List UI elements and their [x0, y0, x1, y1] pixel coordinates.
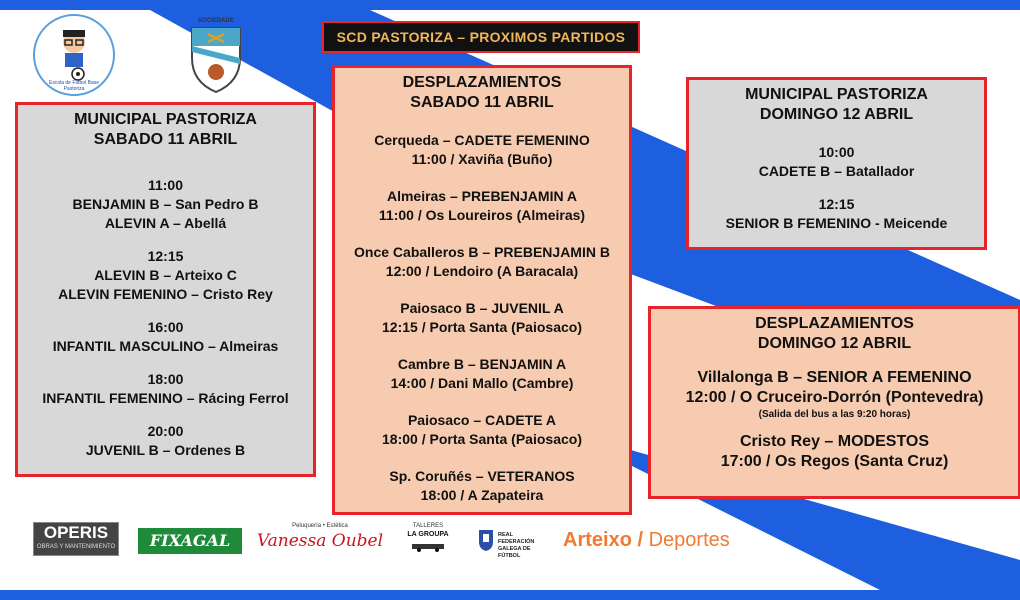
- bus-note: (Salida del bus a las 9:20 horas): [758, 409, 911, 420]
- vanessa-top-text: Peluquería • Estética: [292, 523, 348, 529]
- match-time: 18:00: [147, 371, 184, 387]
- match-line: BENJAMIN B – San Pedro B: [72, 196, 259, 212]
- desplazamientos-domingo-panel: [648, 306, 1020, 499]
- match-line: JUVENIL B – Ordenes B: [85, 442, 246, 458]
- schedule-group: [18, 247, 313, 304]
- match-line: CADETE B – Batallador: [758, 163, 915, 179]
- groupa-top-text: TALLERES: [412, 523, 444, 529]
- desplazamientos-domingo-date: DOMINGO 12 ABRIL: [757, 335, 912, 352]
- deportes-text: Deportes: [648, 529, 730, 551]
- club-crest-top-text: SOCIEDADE: [198, 18, 234, 24]
- arteixo-text: Arteixo: [563, 529, 632, 551]
- match-line: Villalonga B – SENIOR A FEMENINO: [697, 369, 972, 386]
- match-detail: 14:00 / Dani Mallo (Cambre): [390, 375, 574, 391]
- away-match: [335, 467, 629, 505]
- away-match: [335, 299, 629, 337]
- vanessa-logo-text: Vanessa Oubel: [256, 531, 384, 551]
- match-line: Cerqueda – CADETE FEMENINO: [374, 132, 590, 148]
- match-line: Cambre B – BENJAMIN A: [397, 356, 567, 372]
- escola-logo-text: Escola de Fútbol Base Pastoriza: [48, 80, 100, 92]
- match-line: Sp. Coruñés – VETERANOS: [389, 468, 575, 484]
- desplazamientos-sabado-panel: [332, 65, 632, 515]
- sponsor-la-groupa: [405, 522, 451, 556]
- match-line: Paiosaco B – JUVENIL A: [400, 300, 564, 316]
- municipal-domingo-panel: [686, 77, 987, 250]
- operis-logo-text: OPERIS: [43, 523, 109, 542]
- page-title: SCD PASTORIZA – PROXIMOS PARTIDOS: [322, 21, 640, 53]
- away-match: [335, 187, 629, 225]
- arteixo-slash: /: [637, 529, 644, 551]
- match-detail: 18:00 / A Zapateira: [420, 487, 544, 503]
- match-line: ALEVIN FEMENINO – Cristo Rey: [58, 286, 273, 302]
- match-line: Cristo Rey – MODESTOS: [739, 433, 930, 450]
- match-line: ALEVIN A – Abellá: [104, 215, 227, 231]
- sponsor-rfgf: [478, 522, 550, 559]
- sponsor-fixagal: [138, 528, 242, 554]
- sponsor-operis: [33, 522, 119, 556]
- match-detail: 11:00 / Xaviña (Buño): [411, 151, 553, 167]
- match-line: INFANTIL MASCULINO – Almeiras: [52, 338, 279, 354]
- schedule-group: [18, 370, 313, 408]
- desplazamientos-domingo-heading: DESPLAZAMIENTOS: [755, 315, 914, 332]
- match-line: Paiosaco – CADETE A: [407, 412, 557, 428]
- municipal-sabado-heading: MUNICIPAL PASTORIZA: [74, 111, 257, 128]
- match-line: SENIOR B FEMENINO - Meicende: [725, 215, 948, 231]
- away-match: [335, 355, 629, 393]
- schedule-group: [18, 176, 313, 233]
- groupa-logo-text: LA GROUPA: [407, 531, 449, 538]
- match-time: 16:00: [147, 319, 184, 335]
- match-time: 12:15: [818, 196, 855, 212]
- match-line: ALEVIN B – Arteixo C: [94, 267, 237, 283]
- schedule-group: [18, 422, 313, 460]
- desplazamientos-sabado-date: SABADO 11 ABRIL: [410, 94, 554, 111]
- municipal-domingo-heading: MUNICIPAL PASTORIZA: [745, 86, 928, 103]
- rfgf-logo-text: REAL FEDERACIÓN GALEGA DE FÚTBOL: [498, 532, 535, 559]
- escola-logo: [33, 14, 115, 96]
- municipal-sabado-date: SABADO 11 ABRIL: [93, 131, 238, 148]
- sponsor-vanessa: [256, 522, 384, 556]
- match-detail: 11:00 / Os Loureiros (Almeiras): [378, 207, 586, 223]
- shield-icon: [186, 24, 246, 94]
- away-match: [335, 411, 629, 449]
- sponsor-arteixo: [563, 528, 730, 562]
- match-detail: 12:00 / Lendoiro (A Baracala): [385, 263, 579, 279]
- municipal-domingo-date: DOMINGO 12 ABRIL: [759, 106, 914, 123]
- away-match: [335, 243, 629, 281]
- match-detail: 17:00 / Os Regos (Santa Cruz): [720, 453, 949, 470]
- away-match: [335, 131, 629, 169]
- match-line: Almeiras – PREBENJAMIN A: [386, 188, 578, 204]
- match-detail: 12:00 / O Cruceiro-Dorrón (Pontevedra): [685, 389, 984, 406]
- car-icon: [408, 540, 448, 552]
- match-time: 20:00: [147, 423, 184, 439]
- match-time: 10:00: [818, 144, 855, 160]
- match-detail: 12:15 / Porta Santa (Paiosaco): [382, 319, 582, 335]
- municipal-sabado-panel: [15, 102, 316, 477]
- club-crest: [186, 18, 246, 96]
- rfgf-shield-icon: [478, 528, 494, 552]
- match-line: Once Caballeros B – PREBENJAMIN B: [354, 244, 610, 260]
- desplazamientos-sabado-heading: DESPLAZAMIENTOS: [402, 74, 562, 91]
- fixagal-logo-text: FIXAGAL: [140, 530, 240, 552]
- match-time: 12:15: [147, 248, 184, 264]
- schedule-group: [18, 318, 313, 356]
- match-detail: 18:00 / Porta Santa (Paiosaco): [382, 431, 582, 447]
- operis-sub-text: OBRAS Y MANTENIMIENTO: [36, 544, 116, 550]
- match-time: 11:00: [147, 177, 184, 193]
- match-line: INFANTIL FEMENINO – Rácing Ferrol: [42, 390, 289, 406]
